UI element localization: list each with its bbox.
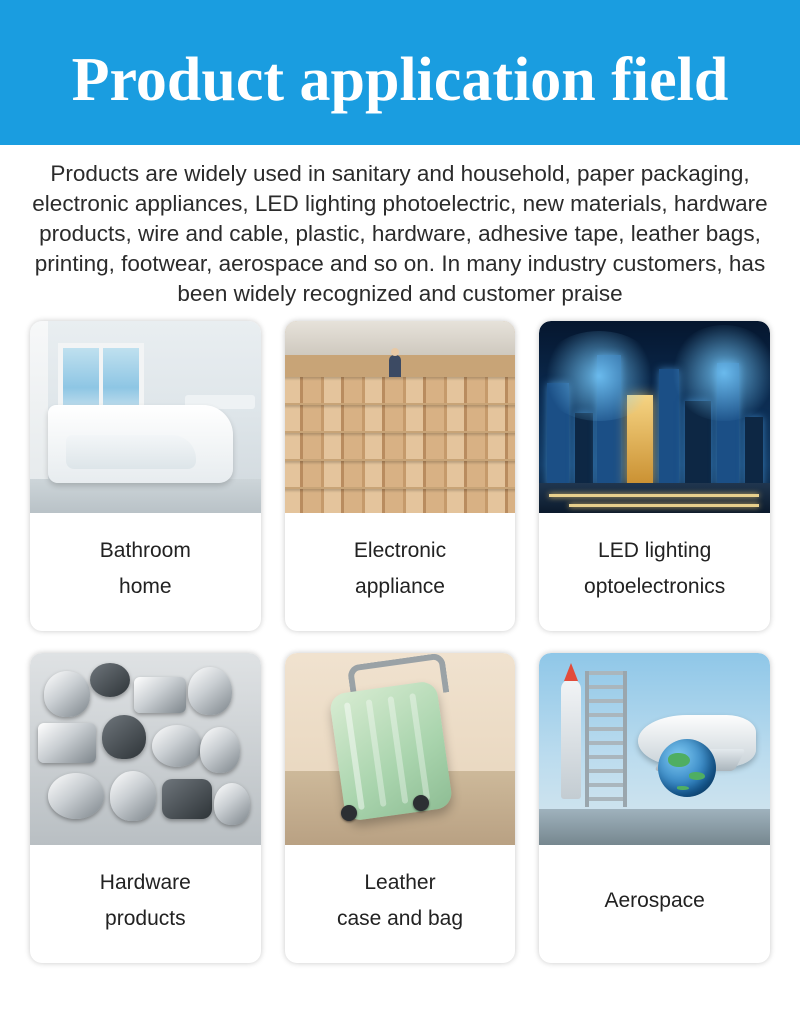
card-caption-line1: Aerospace	[604, 889, 705, 912]
card-caption-line1: Leather	[364, 871, 436, 894]
card-caption	[94, 845, 197, 963]
card-caption	[348, 513, 452, 631]
bathroom-interior-photo	[30, 321, 261, 513]
intro-paragraph: Products are widely used in sanitary and household, paper packaging, electronic appliances, LED lighting photoelectric, new materials, hardware products, wire and cable, plastic, hardware, adhesive tape, leather bags, printing, footwear, aerospace and so on. In many industry customers, has been widely recognized and customer praise	[32, 161, 768, 306]
card-caption-line2: appliance	[355, 575, 445, 598]
application-card[interactable]	[30, 653, 261, 963]
card-caption-line2: case and bag	[336, 907, 464, 930]
metal-hardware-parts-photo	[30, 653, 261, 845]
card-caption-line1: Electronic	[353, 539, 447, 562]
application-card[interactable]	[539, 653, 770, 963]
card-caption-line2: home	[119, 575, 172, 598]
card-caption	[578, 513, 731, 631]
page-banner	[0, 0, 800, 145]
card-caption	[94, 513, 197, 631]
green-suitcase-photo	[285, 653, 516, 845]
city-night-skyline-photo	[539, 321, 770, 513]
rocket-launchpad-photo	[539, 653, 770, 845]
card-caption-line2: optoelectronics	[584, 575, 726, 598]
card-caption	[331, 845, 469, 963]
card-caption-line1: Bathroom	[99, 539, 191, 562]
application-card-grid	[0, 317, 800, 973]
carton-warehouse-photo	[285, 321, 516, 513]
card-caption-line1: Hardware	[99, 871, 191, 894]
card-caption-line1: LED lighting	[598, 539, 712, 562]
application-card[interactable]	[285, 321, 516, 631]
application-card[interactable]	[30, 321, 261, 631]
card-caption	[598, 845, 710, 963]
application-card[interactable]	[285, 653, 516, 963]
card-caption-line2: products	[105, 907, 186, 930]
page-title: Product application field	[71, 45, 729, 114]
application-card[interactable]	[539, 321, 770, 631]
